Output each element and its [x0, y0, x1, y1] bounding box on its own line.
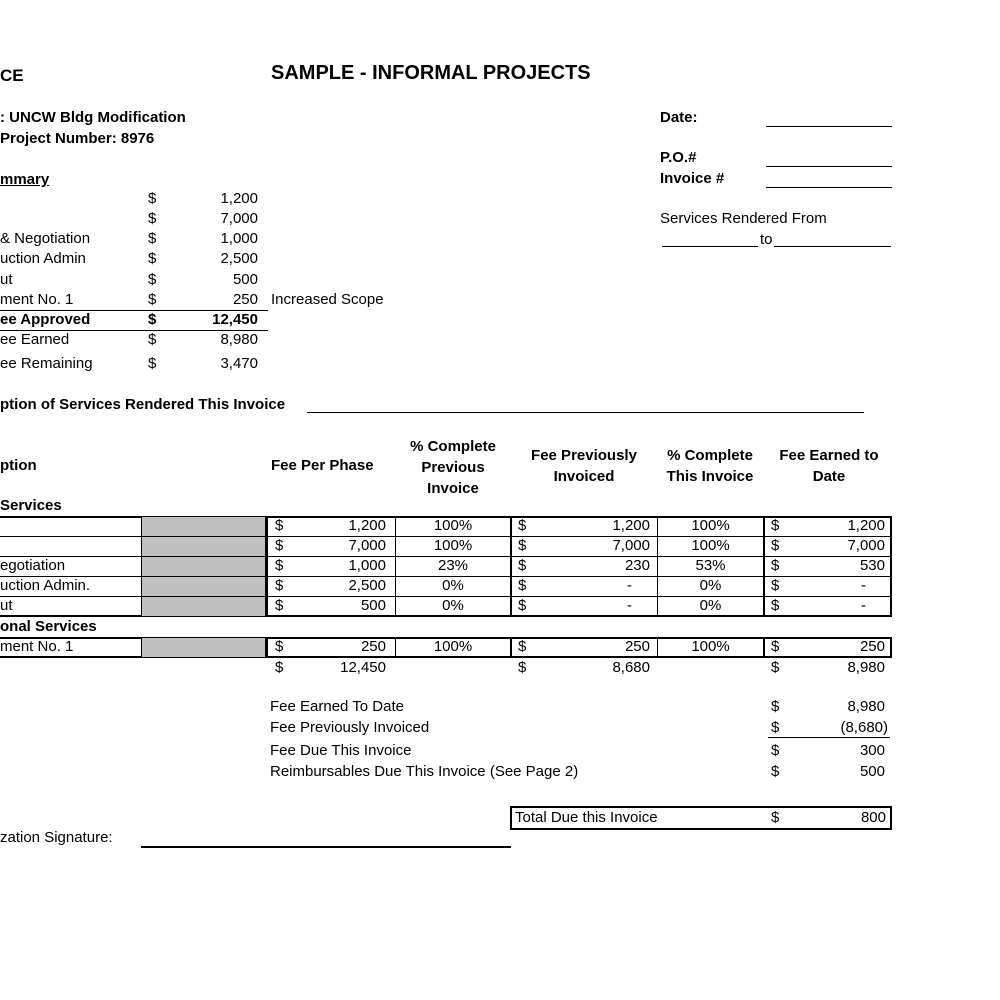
- total-fee: 12,450: [340, 659, 386, 676]
- summary-row-amount: 500: [232, 271, 258, 288]
- summary-row-label: ment No. 1: [0, 291, 74, 308]
- total-prev: 8,680: [612, 659, 650, 676]
- description-label: ption of Services Rendered This Invoice: [0, 396, 286, 413]
- row-earned: 7,000: [847, 537, 885, 554]
- row-earned: 250: [859, 638, 885, 655]
- left-title: CE: [0, 66, 24, 85]
- total-due-currency: $: [771, 809, 780, 826]
- fee-remaining-amount: 3,470: [220, 355, 258, 372]
- po-label: P.O.#: [660, 149, 697, 166]
- row-fee: 500: [360, 597, 386, 614]
- fee-remaining-currency: $: [148, 355, 157, 372]
- row-rule: [141, 596, 266, 597]
- invoice-line[interactable]: [766, 187, 892, 188]
- summary-row-currency: $: [148, 230, 157, 247]
- col-rule: [763, 516, 765, 617]
- row-cur-prev: $: [518, 577, 527, 594]
- date-label: Date:: [660, 109, 698, 126]
- services-to-line[interactable]: [774, 246, 891, 247]
- project-number: Project Number: 8976: [0, 130, 155, 147]
- section-basic-services: Services: [0, 497, 62, 514]
- calc-label: Fee Previously Invoiced: [270, 719, 430, 736]
- summary-row-amount: 2,500: [220, 250, 258, 267]
- section-additional-services: onal Services: [0, 618, 97, 635]
- col-rule: [266, 516, 268, 617]
- total-earned: 8,980: [847, 659, 885, 676]
- row-cur-earned: $: [771, 638, 780, 655]
- calc-label: Fee Earned To Date: [270, 698, 404, 715]
- row-cur-earned: $: [771, 517, 780, 534]
- services-from-label: Services Rendered From: [660, 210, 827, 227]
- summary-row-currency: $: [148, 190, 157, 207]
- col-header-description: ption: [0, 457, 37, 474]
- row-fee: 1,000: [348, 557, 386, 574]
- row-label: ut: [0, 597, 13, 614]
- col-header-fee-per-phase: Fee Per Phase: [271, 457, 374, 474]
- signature-label: zation Signature:: [0, 829, 113, 846]
- summary-row-label: & Negotiation: [0, 230, 91, 247]
- services-from-line[interactable]: [662, 246, 758, 247]
- gray-shade-cell: [141, 516, 266, 617]
- calc-amount: 300: [859, 742, 885, 759]
- row-rule: [141, 536, 266, 537]
- row-cur-fee: $: [275, 557, 284, 574]
- summary-row-currency: $: [148, 291, 157, 308]
- po-line[interactable]: [766, 166, 892, 167]
- calc-label: Fee Due This Invoice: [270, 742, 412, 759]
- row-pct-this: 53%: [695, 557, 726, 574]
- calc-subtotal-rule: [768, 737, 890, 738]
- row-cur-prev: $: [518, 537, 527, 554]
- row-fee: 1,200: [348, 517, 386, 534]
- row-label: egotiation: [0, 557, 66, 574]
- col-rule: [763, 637, 765, 658]
- row-cur-fee: $: [275, 537, 284, 554]
- project-label: : UNCW Bldg Modification: [0, 109, 186, 126]
- fee-earned-currency: $: [148, 331, 157, 348]
- row-prev: 7,000: [612, 537, 650, 554]
- total-due-label: Total Due this Invoice: [515, 809, 658, 826]
- row-prev: 250: [624, 638, 650, 655]
- summary-row-label: uction Admin: [0, 250, 86, 267]
- row-fee: 250: [360, 638, 386, 655]
- row-pct-prev: 100%: [433, 517, 473, 534]
- row-cur-earned: $: [771, 557, 780, 574]
- col-rule: [395, 516, 396, 617]
- row-earned: -: [861, 577, 866, 594]
- summary-heading: mmary: [0, 171, 50, 188]
- row-earned: 530: [859, 557, 885, 574]
- row-pct-prev: 23%: [437, 557, 469, 574]
- row-label: ment No. 1: [0, 638, 74, 655]
- summary-row-currency: $: [148, 250, 157, 267]
- row-fee: 7,000: [348, 537, 386, 554]
- row-prev: -: [627, 597, 632, 614]
- row-cur-prev: $: [518, 638, 527, 655]
- calc-currency: $: [771, 763, 780, 780]
- col-rule: [510, 516, 512, 617]
- fee-earned-amount: 8,980: [220, 331, 258, 348]
- col-header-pct-this: % Complete This Invoice: [666, 447, 754, 485]
- summary-row-currency: $: [148, 210, 157, 227]
- col-header-pct-prev: % Complete Previous Invoice: [410, 438, 496, 497]
- summary-row-amount: 7,000: [220, 210, 258, 227]
- col-rule: [510, 637, 512, 658]
- row-pct-this: 100%: [691, 517, 730, 534]
- row-pct-this: 100%: [691, 537, 730, 554]
- col-rule: [395, 637, 396, 658]
- fee-earned-label: ee Earned: [0, 331, 70, 348]
- row-pct-this: 0%: [699, 597, 722, 614]
- total-cur-earned: $: [771, 659, 780, 676]
- summary-row-note: Increased Scope: [271, 291, 384, 308]
- invoice-label: Invoice #: [660, 170, 725, 187]
- fee-remaining-label: ee Remaining: [0, 355, 93, 372]
- row-cur-earned: $: [771, 577, 780, 594]
- row-cur-fee: $: [275, 597, 284, 614]
- calc-currency: $: [771, 742, 780, 759]
- calc-amount: (8,680): [840, 719, 888, 736]
- row-earned: 1,200: [847, 517, 885, 534]
- summary-row-label: ut: [0, 271, 13, 288]
- row-pct-prev: 100%: [433, 638, 473, 655]
- summary-row-amount: 1,200: [220, 190, 258, 207]
- total-due-amount: 800: [860, 809, 886, 826]
- col-rule: [266, 637, 268, 658]
- summary-row-currency: $: [148, 271, 157, 288]
- col-header-fee-prev: Fee Previously Invoiced: [531, 447, 637, 485]
- row-fee: 2,500: [348, 577, 386, 594]
- row-cur-fee: $: [275, 638, 284, 655]
- calc-amount: 8,980: [847, 698, 885, 715]
- row-cur-earned: $: [771, 537, 780, 554]
- calc-amount: 500: [859, 763, 885, 780]
- services-to-label: to: [760, 231, 773, 248]
- date-line[interactable]: [766, 126, 892, 127]
- row-pct-prev: 0%: [442, 577, 464, 594]
- summary-row-amount: 250: [232, 291, 258, 308]
- row-pct-this: 0%: [699, 577, 722, 594]
- col-header-fee-earned: Fee Earned to Date: [779, 447, 879, 485]
- description-line[interactable]: [307, 412, 864, 413]
- row-cur-prev: $: [518, 597, 527, 614]
- row-pct-prev: 100%: [433, 537, 473, 554]
- row-label: uction Admin.: [0, 577, 91, 594]
- row-cur-prev: $: [518, 557, 527, 574]
- row-earned: -: [861, 597, 866, 614]
- row-pct-this: 100%: [691, 638, 730, 655]
- calc-currency: $: [771, 719, 780, 736]
- page-title: SAMPLE - INFORMAL PROJECTS: [271, 62, 591, 84]
- fee-approved-currency: $: [148, 311, 157, 328]
- fee-approved-label: ee Approved: [0, 311, 91, 328]
- row-prev: -: [627, 577, 632, 594]
- row-rule: [141, 576, 266, 577]
- row-cur-earned: $: [771, 597, 780, 614]
- row-rule: [141, 556, 266, 557]
- signature-line[interactable]: [141, 846, 511, 848]
- row-cur-prev: $: [518, 517, 527, 534]
- row-prev: 1,200: [612, 517, 650, 534]
- calc-currency: $: [771, 698, 780, 715]
- fee-approved-amount: 12,450: [212, 311, 258, 328]
- total-cur-prev: $: [518, 659, 527, 676]
- row-prev: 230: [624, 557, 650, 574]
- total-due-box: [510, 806, 892, 830]
- calc-label: Reimbursables Due This Invoice (See Page 2): [270, 763, 579, 780]
- gray-shade-cell: [141, 637, 266, 658]
- row-cur-fee: $: [275, 577, 284, 594]
- row-cur-fee: $: [275, 517, 284, 534]
- row-pct-prev: 0%: [442, 597, 464, 614]
- total-cur-fee: $: [275, 659, 284, 676]
- summary-row-amount: 1,000: [220, 230, 258, 247]
